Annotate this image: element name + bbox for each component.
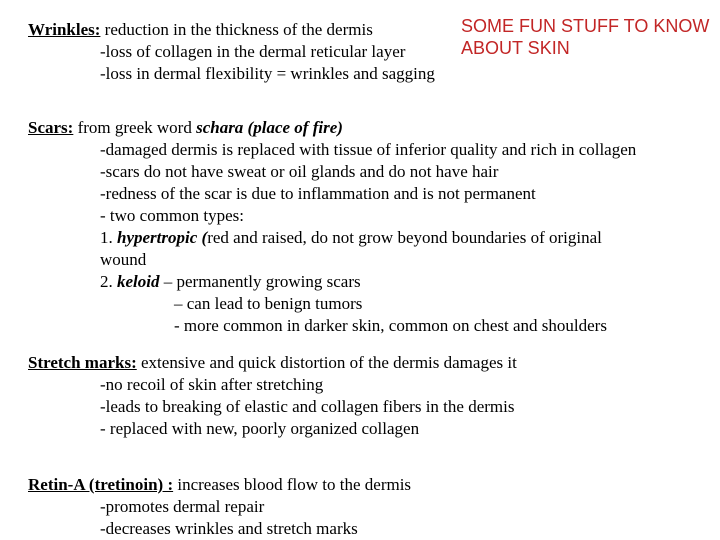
- retin-a-line: [28, 474, 718, 496]
- text-segment: -damaged dermis is replaced with tissue of inferior quality and rich in collagen: [100, 140, 637, 159]
- text-segment: - two common types:: [100, 206, 245, 225]
- scars-line: [28, 205, 718, 227]
- section-wrinkles: [28, 19, 718, 85]
- scars-line: [28, 315, 718, 337]
- scars-label: Scars:: [28, 118, 74, 137]
- wrinkles-line: [28, 19, 718, 41]
- section-scars: [28, 117, 718, 337]
- stretch-marks-line: [28, 352, 718, 374]
- text-segment: – permanently growing scars: [159, 272, 361, 291]
- stretch-marks-label: Stretch marks:: [28, 353, 137, 372]
- text-segment: -decreases wrinkles and stretch marks: [100, 519, 358, 538]
- text-segment: keloid: [117, 272, 160, 291]
- text-segment: - more common in darker skin, common on chest and shoulders: [174, 316, 607, 335]
- text-segment: extensive and quick distortion of the dermis damages it: [136, 353, 517, 372]
- text-segment: schara (place of fire): [196, 118, 343, 137]
- scars-line: [28, 293, 718, 315]
- text-segment: reduction in the thickness of the dermis: [100, 20, 373, 39]
- scars-line: [28, 117, 718, 139]
- scars-line: [28, 249, 718, 271]
- stretch-marks-line: [28, 418, 718, 440]
- retin-a-line: [28, 518, 718, 540]
- slide-title-line-2: ABOUT SKIN: [461, 38, 570, 58]
- text-segment: from greek word: [73, 118, 197, 137]
- slide-title-line-1: SOME FUN STUFF TO KNOW: [461, 16, 710, 36]
- stretch-marks-line: [28, 396, 718, 418]
- text-segment: 2.: [100, 272, 117, 291]
- text-segment: -scars do not have sweat or oil glands and do not have hair: [100, 162, 499, 181]
- text-segment: -loss of collagen in the dermal reticular layer: [100, 42, 406, 61]
- scars-line: [28, 227, 718, 249]
- section-stretch-marks: [28, 352, 718, 440]
- retin-a-label: Retin-A (tretinoin) :: [28, 475, 174, 494]
- text-segment: -leads to breaking of elastic and collagen fibers in the dermis: [100, 397, 515, 416]
- wrinkles-line: [28, 41, 718, 63]
- text-segment: 1.: [100, 228, 117, 247]
- text-segment: - replaced with new, poorly organized collagen: [100, 419, 420, 438]
- text-segment: – can lead to benign tumors: [174, 294, 363, 313]
- scars-line: [28, 139, 718, 161]
- text-segment: red and raised, do not grow beyond boundaries of original: [207, 228, 602, 247]
- text-segment: wound: [100, 250, 147, 269]
- text-segment: increases blood flow to the dermis: [173, 475, 412, 494]
- retin-a-line: [28, 496, 718, 518]
- scars-line: [28, 183, 718, 205]
- scars-line: [28, 161, 718, 183]
- text-segment: -no recoil of skin after stretching: [100, 375, 324, 394]
- section-retin-a: [28, 474, 718, 540]
- wrinkles-line: [28, 63, 718, 85]
- text-segment: -redness of the scar is due to inflammation and is not permanent: [100, 184, 536, 203]
- text-segment: hypertropic (: [117, 228, 208, 247]
- text-segment: -promotes dermal repair: [100, 497, 265, 516]
- wrinkles-label: Wrinkles:: [28, 20, 101, 39]
- stretch-marks-line: [28, 374, 718, 396]
- scars-line: [28, 271, 718, 293]
- text-segment: -loss in dermal flexibility = wrinkles and sagging: [100, 64, 435, 83]
